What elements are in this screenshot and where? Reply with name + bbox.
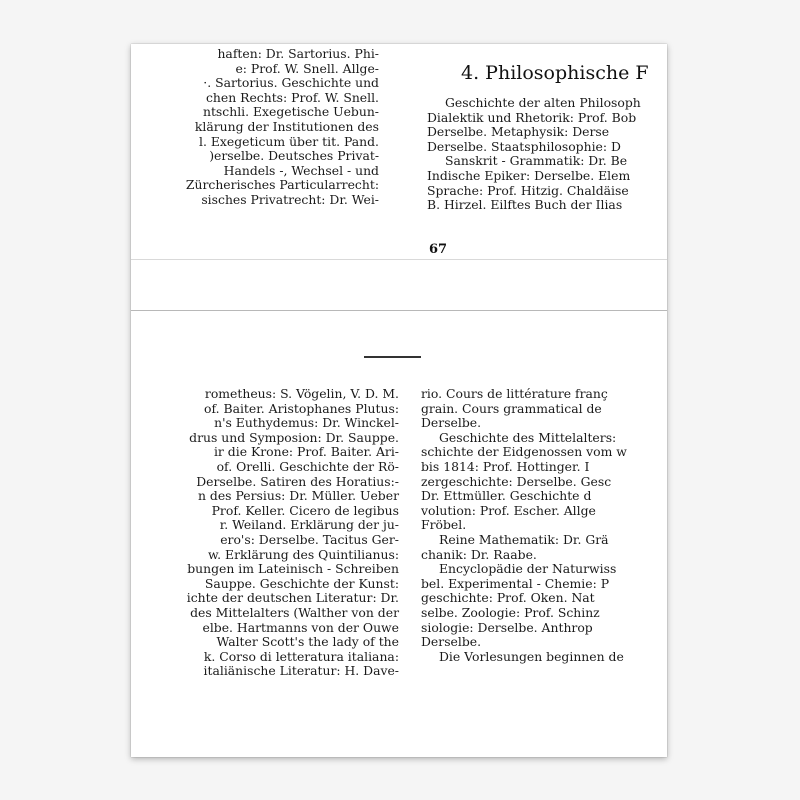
text-line: Reine Mathematik: Dr. Grä bbox=[439, 531, 609, 547]
text-line: Derselbe. Metaphysik: Derse bbox=[427, 124, 610, 140]
text-line: bis 1814: Prof. Hottinger. I bbox=[421, 458, 590, 474]
text-line: des Mittelalters (Walther von der bbox=[190, 604, 399, 620]
text-line: Indische Epiker: Derselbe. Elem bbox=[427, 167, 631, 183]
text-line: k. Corso di letteratura italiana: bbox=[203, 648, 399, 664]
page-divider bbox=[131, 259, 667, 260]
text-line: Geschichte des Mittelalters: bbox=[439, 429, 617, 445]
text-line: italiänische Literatur: H. Dave- bbox=[203, 663, 399, 679]
text-line: chanik: Dr. Raabe. bbox=[421, 546, 537, 562]
text-line: Derselbe. Satiren des Horatius:- bbox=[196, 473, 399, 489]
text-line: ntschli. Exegetische Uebun- bbox=[202, 104, 379, 120]
text-line: schichte der Eidgenossen vom w bbox=[421, 444, 627, 460]
text-line: rometheus: S. Vögelin, V. D. M. bbox=[204, 386, 399, 401]
ornamental-rule bbox=[364, 356, 421, 358]
text-line: w. Erklärung des Quintilianus: bbox=[208, 546, 399, 562]
text-line: B. Hirzel. Eilftes Buch der Ilias bbox=[427, 197, 623, 213]
text-line: bungen im Lateinisch - Schreiben bbox=[187, 561, 399, 577]
text-line: zergeschichte: Derselbe. Gesc bbox=[421, 473, 612, 489]
text-line: ichte der deutschen Literatur: Dr. bbox=[186, 590, 399, 606]
text-line: grain. Cours grammatical de bbox=[421, 400, 602, 416]
text-line: rio. Cours de littérature franç bbox=[421, 386, 608, 401]
text-line: chen Rechts: Prof. W. Snell. bbox=[205, 89, 379, 105]
text-line: Die Vorlesungen beginnen de bbox=[439, 648, 624, 664]
section-heading: 4. Philosophische F bbox=[461, 62, 649, 84]
text-line: ero's: Derselbe. Tacitus Ger- bbox=[220, 531, 399, 547]
text-line: n des Persius: Dr. Müller. Ueber bbox=[198, 488, 399, 504]
text-line: Handels -, Wechsel - und bbox=[223, 162, 379, 178]
text-line: ir die Krone: Prof. Baiter. Ari- bbox=[213, 444, 399, 460]
text-line: Derselbe. Staatsphilosophie: D bbox=[427, 138, 621, 154]
text-line: ·. Sartorius. Geschichte und bbox=[203, 75, 379, 91]
text-line: volution: Prof. Escher. Allge bbox=[421, 502, 596, 518]
text-line: drus und Symposion: Dr. Sauppe. bbox=[189, 429, 399, 445]
text-line: Fröbel. bbox=[421, 517, 467, 533]
text-line: r. Weiland. Erklärung der ju- bbox=[219, 517, 399, 533]
text-line: Geschichte der alten Philosoph bbox=[445, 95, 641, 110]
top-left-text-column bbox=[133, 47, 379, 208]
bottom-left-text-column bbox=[131, 387, 399, 679]
text-line: siologie: Derselbe. Anthrop bbox=[421, 619, 593, 635]
text-line: Walter Scott's the lady of the bbox=[216, 634, 399, 650]
text-line: of. Baiter. Aristophanes Plutus: bbox=[204, 400, 399, 416]
page-number: 67 bbox=[429, 242, 448, 257]
text-line: selbe. Zoologie: Prof. Schinz bbox=[421, 604, 600, 620]
text-line: of. Orelli. Geschichte der Rö- bbox=[216, 458, 399, 474]
text-line: bel. Experimental - Chemie: P bbox=[421, 575, 610, 591]
text-line: Encyclopädie der Naturwiss bbox=[439, 561, 617, 577]
text-line: Sauppe. Geschichte der Kunst: bbox=[204, 575, 399, 591]
text-line: Zürcherisches Particularrecht: bbox=[185, 177, 379, 193]
text-line: Derselbe. bbox=[421, 634, 482, 650]
text-line: haften: Dr. Sartorius. Phi- bbox=[217, 46, 379, 61]
text-line: l. Exegeticum über tit. Pand. bbox=[199, 133, 379, 149]
text-line: geschichte: Prof. Oken. Nat bbox=[421, 590, 595, 606]
text-line: sisches Privatrecht: Dr. Wei- bbox=[201, 191, 379, 207]
text-line: klärung der Institutionen des bbox=[194, 118, 379, 134]
text-line: Sanskrit - Grammatik: Dr. Be bbox=[445, 153, 628, 169]
text-line: Dr. Ettmüller. Geschichte d bbox=[421, 488, 592, 504]
text-line: Derselbe. bbox=[421, 415, 482, 431]
poster-print bbox=[131, 44, 667, 757]
text-line: )erselbe. Deutsches Privat- bbox=[209, 148, 379, 164]
text-line: Dialektik und Rhetorik: Prof. Bob bbox=[427, 109, 637, 125]
top-right-text-column bbox=[427, 96, 667, 213]
text-line: Prof. Keller. Cicero de legibus bbox=[211, 502, 399, 518]
page-divider bbox=[131, 310, 667, 311]
text-line: elbe. Hartmanns von der Ouwe bbox=[202, 619, 399, 635]
text-line: Sprache: Prof. Hitzig. Chaldäise bbox=[427, 182, 629, 198]
text-line: e: Prof. W. Snell. Allge- bbox=[235, 60, 379, 76]
bottom-right-text-column bbox=[421, 387, 667, 664]
text-line: n's Euthydemus: Dr. Winckel- bbox=[214, 415, 399, 431]
